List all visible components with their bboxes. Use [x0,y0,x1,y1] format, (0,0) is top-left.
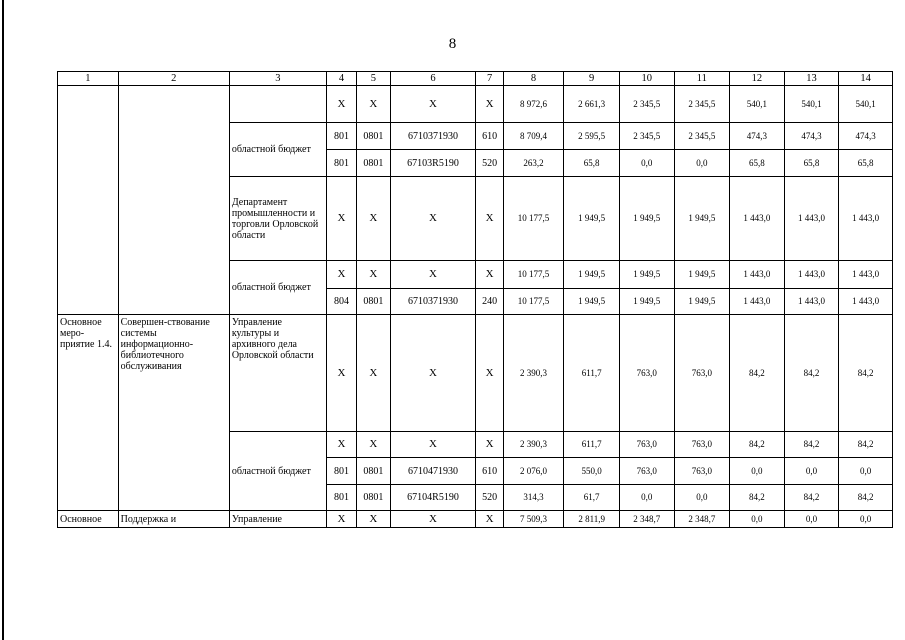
value-cell: 8 709,4 [503,123,564,150]
code-cell: X [357,177,390,261]
value-cell: 1 949,5 [619,289,674,315]
value-cell: 1 443,0 [784,261,839,289]
executor-cell: Департамент промышленности и торговли Орловской области [229,177,326,261]
value-cell: 65,8 [564,150,620,177]
value-cell: 1 443,0 [730,177,785,261]
value-cell: 0,0 [674,150,730,177]
value-cell: 2 661,3 [564,86,620,123]
code-cell: 804 [326,289,356,315]
code-cell: X [476,86,503,123]
value-cell: 0,0 [674,485,730,511]
value-cell: 84,2 [784,432,839,458]
value-cell: 2 345,5 [674,123,730,150]
code-cell: 801 [326,123,356,150]
value-cell: 763,0 [619,432,674,458]
executor-cell: Управление культуры и архивного дела Орловской области [229,315,326,432]
code-cell: X [476,261,503,289]
value-cell: 10 177,5 [503,261,564,289]
executor-cell: областной бюджет [229,432,326,511]
column-header: 6 [390,72,476,86]
activity-cell: Основное [58,511,119,528]
code-cell: 0801 [357,123,390,150]
code-cell: 610 [476,458,503,485]
value-cell: 1 443,0 [839,261,893,289]
code-cell: 67104R5190 [390,485,476,511]
column-header: 7 [476,72,503,86]
code-cell: 801 [326,458,356,485]
column-header: 11 [674,72,730,86]
value-cell: 10 177,5 [503,177,564,261]
value-cell: 65,8 [730,150,785,177]
code-cell: X [326,86,356,123]
column-header: 9 [564,72,620,86]
code-cell: 6710371930 [390,289,476,315]
value-cell: 7 509,3 [503,511,564,528]
value-cell: 0,0 [619,150,674,177]
code-cell: X [390,177,476,261]
value-cell: 1 443,0 [730,289,785,315]
value-cell: 314,3 [503,485,564,511]
column-header: 1 [58,72,119,86]
value-cell: 61,7 [564,485,620,511]
code-cell: 67103R5190 [390,150,476,177]
value-cell: 611,7 [564,315,620,432]
column-header: 5 [357,72,390,86]
executor-cell [229,86,326,123]
code-cell: X [390,261,476,289]
value-cell: 1 443,0 [784,177,839,261]
description-cell: Поддержка и [118,511,229,528]
column-header: 8 [503,72,564,86]
code-cell: 801 [326,150,356,177]
value-cell: 2 345,5 [619,123,674,150]
code-cell: X [326,315,356,432]
value-cell: 0,0 [730,511,785,528]
value-cell: 2 390,3 [503,315,564,432]
value-cell: 263,2 [503,150,564,177]
column-header: 13 [784,72,839,86]
value-cell: 763,0 [619,315,674,432]
value-cell: 0,0 [839,458,893,485]
value-cell: 763,0 [674,458,730,485]
value-cell: 65,8 [784,150,839,177]
code-cell: 0801 [357,289,390,315]
description-cell-empty [118,86,229,315]
code-cell: X [326,511,356,528]
code-cell: 240 [476,289,503,315]
page-edge-rule [2,0,4,640]
code-cell: X [476,177,503,261]
activity-cell-empty [58,86,119,315]
code-cell: X [390,86,476,123]
value-cell: 1 443,0 [784,289,839,315]
column-header: 12 [730,72,785,86]
column-header: 3 [229,72,326,86]
value-cell: 84,2 [839,485,893,511]
value-cell: 84,2 [839,315,893,432]
code-cell: X [357,511,390,528]
value-cell: 474,3 [784,123,839,150]
value-cell: 84,2 [730,315,785,432]
column-header: 2 [118,72,229,86]
value-cell: 611,7 [564,432,620,458]
table-header-row [58,72,893,86]
value-cell: 2 595,5 [564,123,620,150]
value-cell: 8 972,6 [503,86,564,123]
value-cell: 1 949,5 [674,261,730,289]
code-cell: X [476,315,503,432]
code-cell: X [326,177,356,261]
value-cell: 1 949,5 [619,261,674,289]
value-cell: 1 949,5 [619,177,674,261]
column-header: 10 [619,72,674,86]
value-cell: 540,1 [784,86,839,123]
table-row [58,86,893,123]
code-cell: 0801 [357,458,390,485]
value-cell: 65,8 [839,150,893,177]
code-cell: 0801 [357,485,390,511]
value-cell: 1 949,5 [564,261,620,289]
code-cell: 610 [476,123,503,150]
value-cell: 2 345,5 [619,86,674,123]
value-cell: 763,0 [619,458,674,485]
value-cell: 763,0 [674,315,730,432]
table-row [58,315,893,432]
value-cell: 1 443,0 [730,261,785,289]
column-header: 14 [839,72,893,86]
code-cell: X [357,86,390,123]
value-cell: 84,2 [730,485,785,511]
value-cell: 1 443,0 [839,177,893,261]
code-cell: X [476,432,503,458]
code-cell: X [357,432,390,458]
value-cell: 2 390,3 [503,432,564,458]
code-cell: X [390,432,476,458]
value-cell: 2 345,5 [674,86,730,123]
value-cell: 474,3 [730,123,785,150]
description-cell: Совершен-ствование системы информационно-библиотечного обслуживания [118,315,229,511]
page-number: 8 [448,36,457,52]
value-cell: 84,2 [784,315,839,432]
code-cell: X [326,432,356,458]
value-cell: 2 811,9 [564,511,620,528]
value-cell: 1 949,5 [564,177,620,261]
value-cell: 1 949,5 [674,177,730,261]
value-cell: 84,2 [784,485,839,511]
code-cell: 6710471930 [390,458,476,485]
code-cell: 0801 [357,150,390,177]
value-cell: 0,0 [839,511,893,528]
value-cell: 2 348,7 [674,511,730,528]
value-cell: 763,0 [674,432,730,458]
value-cell: 540,1 [839,86,893,123]
activity-cell: Основное меро-приятие 1.4. [58,315,119,511]
code-cell: X [390,315,476,432]
code-cell: 520 [476,485,503,511]
code-cell: 801 [326,485,356,511]
code-cell: X [357,261,390,289]
code-cell: X [326,261,356,289]
code-cell: 520 [476,150,503,177]
executor-cell: областной бюджет [229,261,326,315]
code-cell: X [357,315,390,432]
value-cell: 1 949,5 [674,289,730,315]
table-row [58,511,893,528]
code-cell: X [390,511,476,528]
value-cell: 10 177,5 [503,289,564,315]
value-cell: 550,0 [564,458,620,485]
value-cell: 0,0 [619,485,674,511]
executor-cell: Управление [229,511,326,528]
value-cell: 2 348,7 [619,511,674,528]
value-cell: 0,0 [730,458,785,485]
value-cell: 1 443,0 [839,289,893,315]
value-cell: 84,2 [730,432,785,458]
value-cell: 0,0 [784,458,839,485]
value-cell: 540,1 [730,86,785,123]
code-cell: X [476,511,503,528]
value-cell: 474,3 [839,123,893,150]
value-cell: 1 949,5 [564,289,620,315]
code-cell: 6710371930 [390,123,476,150]
value-cell: 0,0 [784,511,839,528]
value-cell: 2 076,0 [503,458,564,485]
budget-table [57,71,893,528]
column-header: 4 [326,72,356,86]
executor-cell: областной бюджет [229,123,326,177]
value-cell: 84,2 [839,432,893,458]
